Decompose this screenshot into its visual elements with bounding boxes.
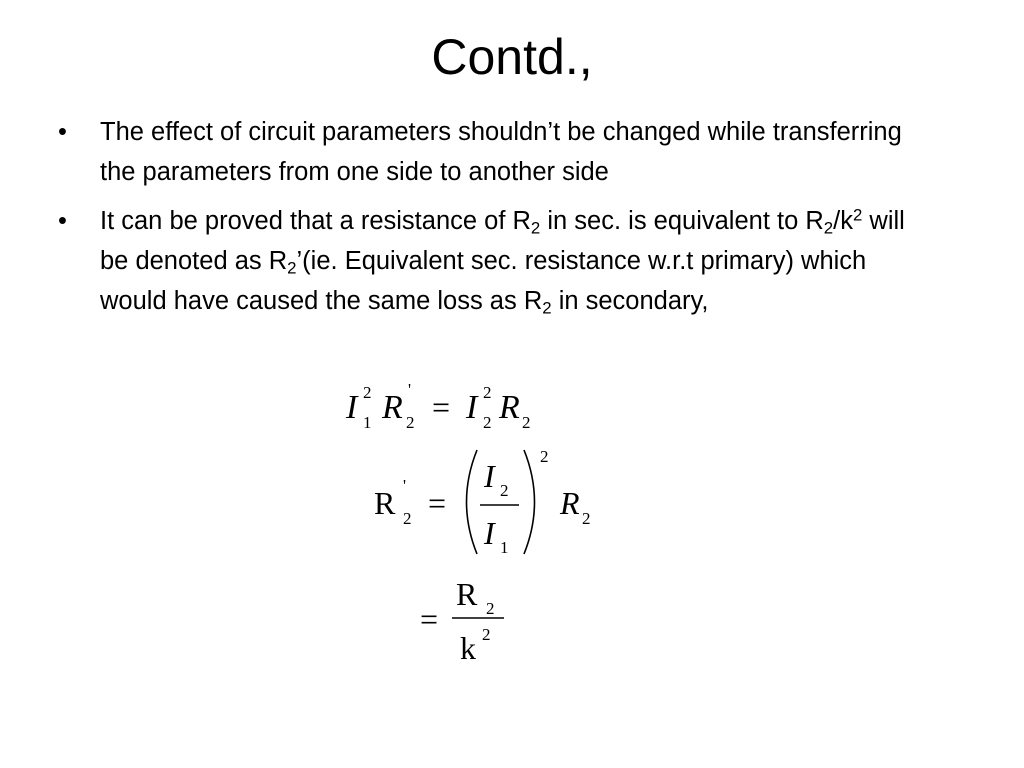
svg-text:2: 2 <box>483 383 492 402</box>
right-paren <box>524 450 535 554</box>
svg-text:I: I <box>484 458 495 494</box>
svg-text:R: R <box>382 389 403 426</box>
equation-3 <box>420 576 504 666</box>
svg-text:=: = <box>428 485 447 521</box>
svg-text:': ' <box>403 476 407 495</box>
svg-text:2: 2 <box>582 509 591 528</box>
svg-text:R: R <box>374 485 396 521</box>
svg-text:2: 2 <box>486 599 495 618</box>
svg-text:1: 1 <box>500 538 509 557</box>
svg-text:': ' <box>408 380 412 399</box>
bullet-2-text: It can be proved that a resistance of $R_2$ in sec. is equivalent to $R_2/k^2$ will be denoted as $R_2’(ie$. Equivalent sec. resistance w.r.t primary) which would have caused the same loss as $R_2$ in secondary, <box>100 205 905 318</box>
equation-1 <box>345 380 531 432</box>
svg-text:R: R <box>499 389 520 426</box>
bullet-dot-icon: • <box>58 118 67 146</box>
svg-text:k: k <box>460 630 476 666</box>
svg-text:=: = <box>432 389 451 425</box>
equation-2 <box>374 447 591 557</box>
bullet-1-text: The effect of circuit parameters shouldn’t be changed while transferring the parameters from one side to another side <box>100 118 902 186</box>
svg-text:2: 2 <box>403 509 412 528</box>
svg-text:2: 2 <box>482 625 491 644</box>
slide-title: Contd., <box>431 29 593 85</box>
left-paren <box>467 450 478 554</box>
svg-text:I: I <box>484 515 495 551</box>
svg-text:R: R <box>456 576 478 612</box>
bullet-dot-icon: • <box>58 207 67 235</box>
svg-text:2: 2 <box>406 413 415 432</box>
svg-text:I: I <box>346 389 358 426</box>
svg-text:2: 2 <box>540 447 549 466</box>
svg-text:2: 2 <box>500 481 509 500</box>
svg-text:1: 1 <box>363 413 372 432</box>
svg-text:I: I <box>466 389 478 426</box>
svg-text:R: R <box>560 485 580 521</box>
svg-text:2: 2 <box>483 413 492 432</box>
svg-text:2: 2 <box>522 413 531 432</box>
svg-text:2: 2 <box>363 383 372 402</box>
svg-text:=: = <box>420 601 439 637</box>
